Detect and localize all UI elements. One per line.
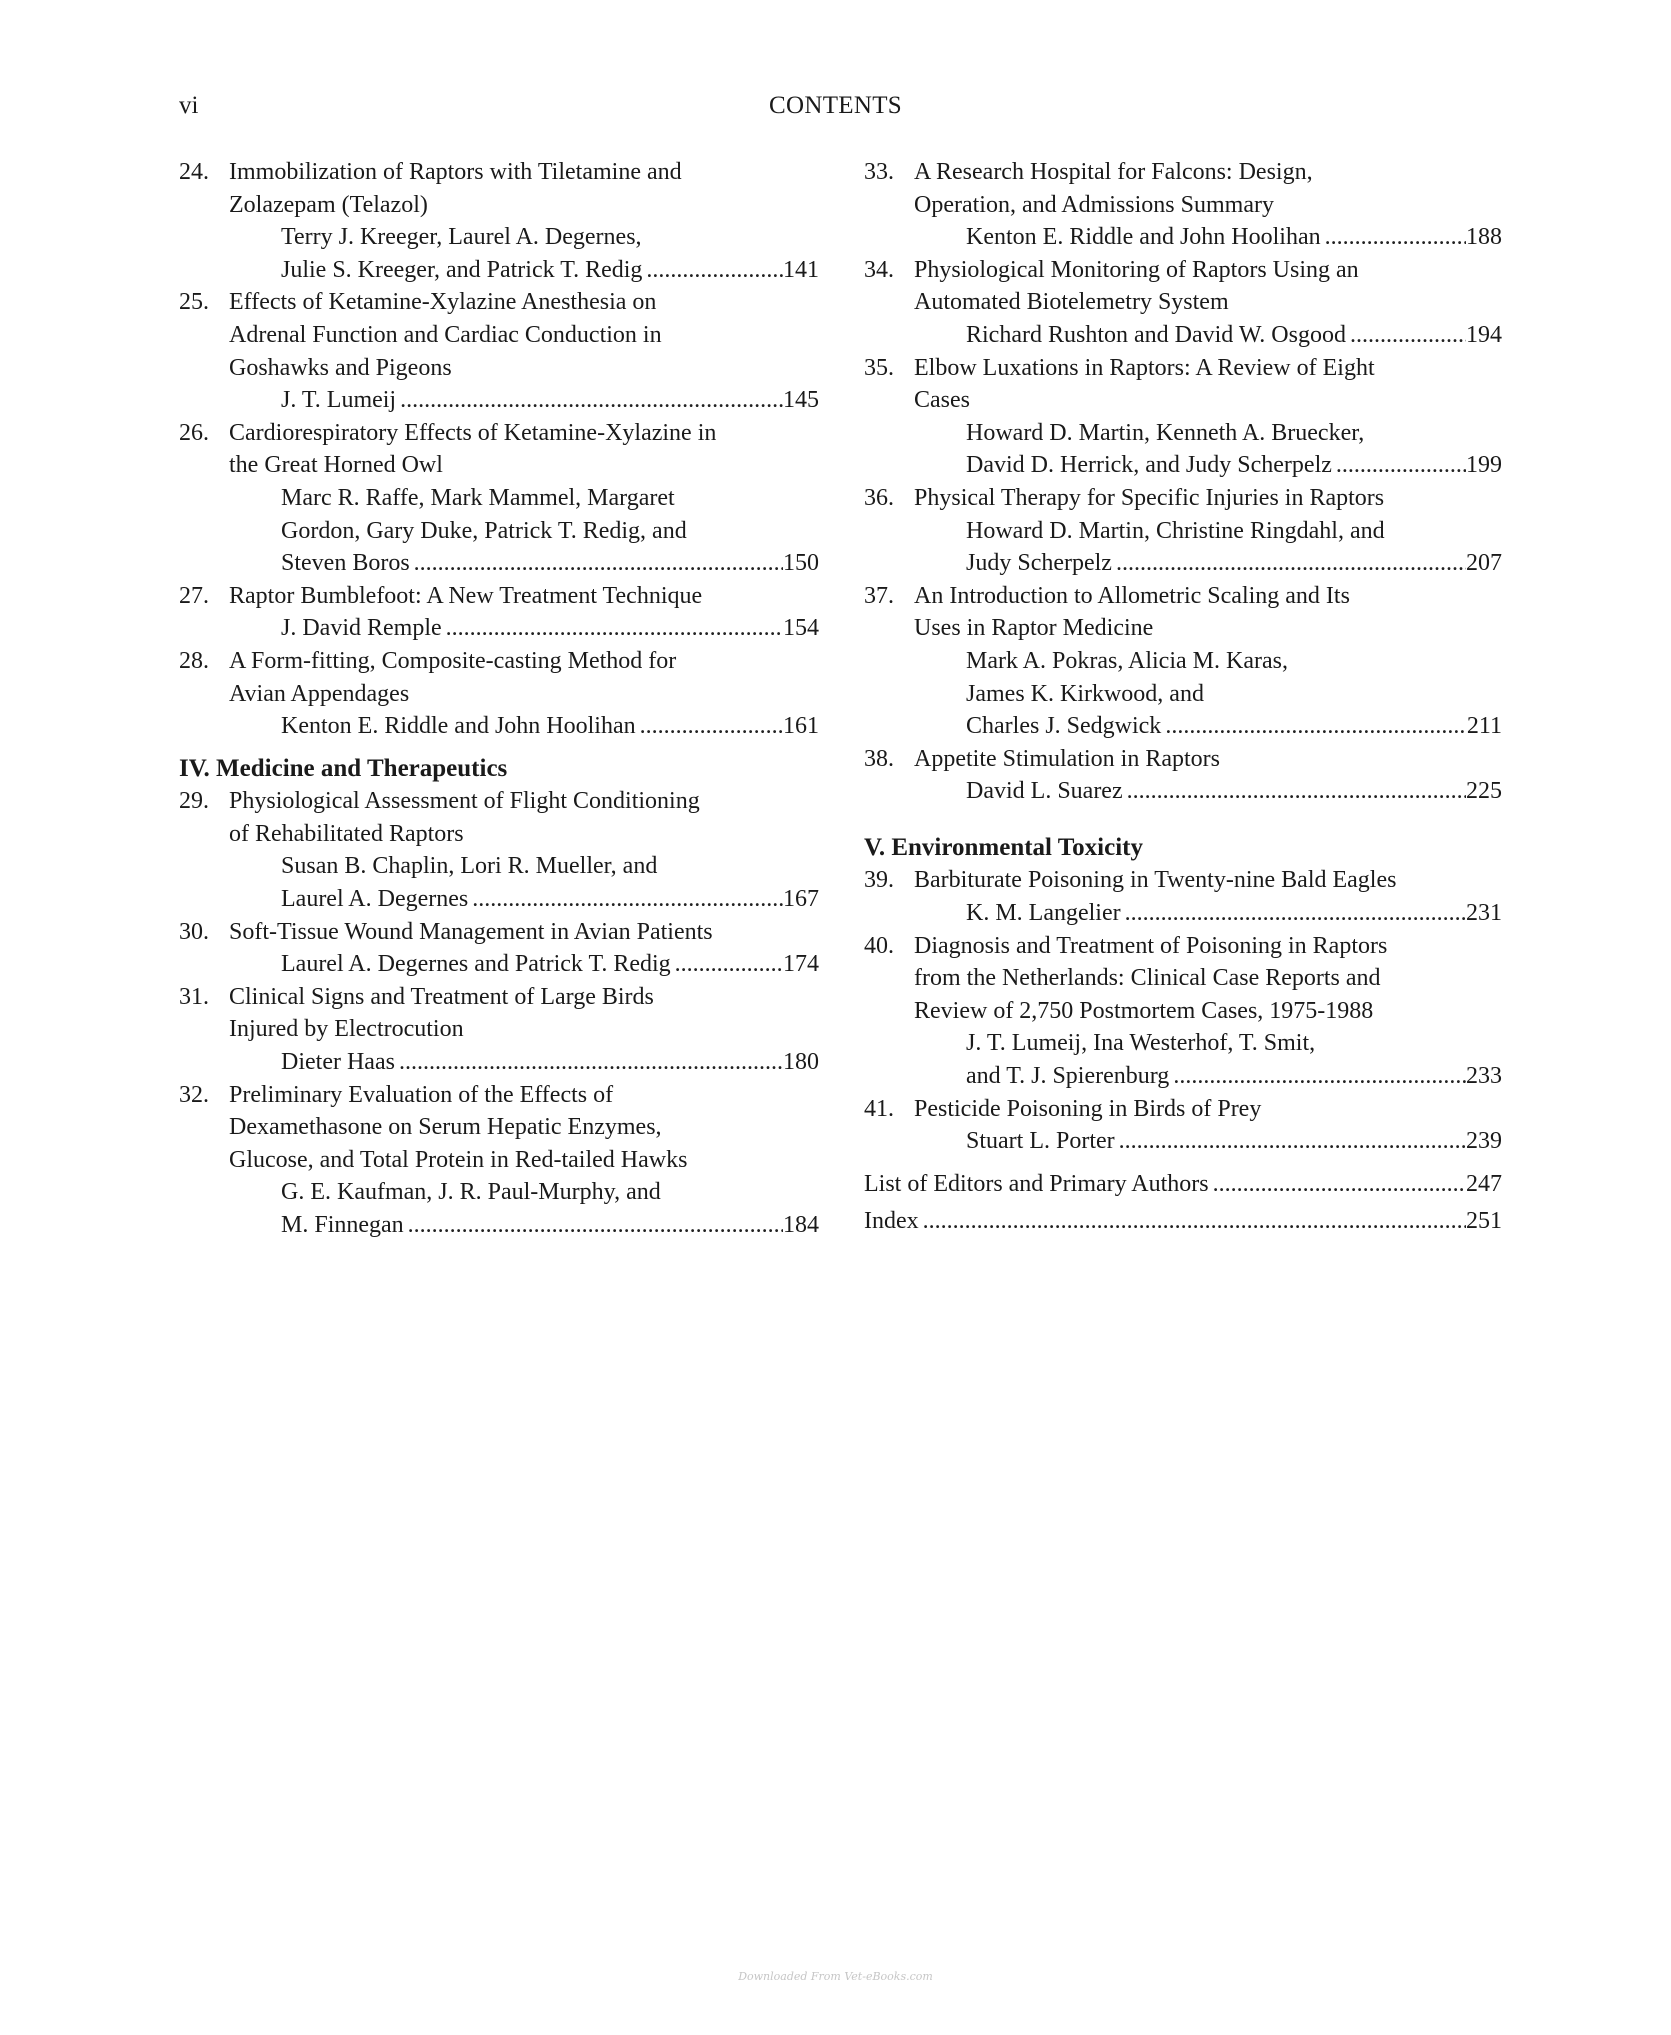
toc-entry — [864, 482, 1502, 580]
toc-entry — [179, 981, 819, 1079]
back-matter — [864, 1168, 1502, 1238]
page-number: 141 — [783, 256, 819, 283]
entry-number: 36. — [864, 484, 894, 511]
leader-dots — [636, 710, 783, 743]
entry-title-line: of Rehabilitated Raptors — [229, 820, 464, 847]
entry-leader-line — [914, 775, 1502, 808]
entry-authors-line: Howard D. Martin, Kenneth A. Bruecker, — [966, 419, 1365, 446]
entry-title-line: Zolazepam (Telazol) — [229, 191, 428, 218]
leader-dots — [1161, 710, 1467, 743]
entry-number: 31. — [179, 983, 209, 1010]
entry-authors-last: K. M. Langelier — [966, 900, 1121, 927]
entry-title-line: Diagnosis and Treatment of Poisoning in Raptors — [914, 932, 1388, 959]
entry-title-line: Dexamethasone on Serum Hepatic Enzymes, — [229, 1114, 662, 1141]
section-heading-toxicity: V. Environmental Toxicity — [864, 833, 1143, 861]
page-number: 211 — [1466, 713, 1502, 740]
leader-dots — [642, 254, 783, 287]
entry-title-line: A Research Hospital for Falcons: Design, — [914, 159, 1313, 185]
leader-dots — [410, 547, 783, 580]
leader-dots — [1332, 449, 1466, 482]
entry-authors-last: Steven Boros — [281, 550, 410, 577]
entry-authors-last: and T. J. Spierenburg — [966, 1063, 1170, 1090]
leader-dots — [442, 612, 783, 645]
leader-dots — [1169, 1060, 1466, 1093]
page-number: 194 — [1466, 321, 1502, 348]
page-number: 225 — [1466, 778, 1502, 805]
entry-leader-line — [914, 897, 1502, 930]
leader-dots — [396, 384, 783, 417]
section-heading-medicine: IV. Medicine and Therapeutics — [179, 754, 508, 782]
entry-number: 38. — [864, 745, 894, 772]
entry-authors-last: Richard Rushton and David W. Osgood — [966, 321, 1346, 348]
toc-entry — [179, 417, 819, 580]
back-matter-item — [864, 1168, 1502, 1201]
back-matter-title: List of Editors and Primary Authors — [864, 1170, 1209, 1197]
entry-authors-line: Mark A. Pokras, Alicia M. Karas, — [966, 647, 1288, 674]
page-number: 150 — [783, 550, 819, 577]
toc-entry — [864, 254, 1502, 352]
entry-leader-line — [914, 1060, 1502, 1093]
leader-dots — [468, 883, 783, 916]
page-number: 199 — [1466, 452, 1502, 479]
toc-entry — [864, 864, 1502, 929]
entry-title-line: Effects of Ketamine-Xylazine Anesthesia on — [229, 289, 657, 316]
page-number: 174 — [783, 951, 819, 978]
entry-title-line: Uses in Raptor Medicine — [914, 615, 1154, 642]
entry-title-line: Barbiturate Poisoning in Twenty-nine Bald Eagles — [914, 867, 1397, 894]
toc-entries-right-b — [864, 864, 1502, 1157]
toc-entry — [179, 156, 819, 286]
toc-entry — [179, 916, 819, 981]
toc-column-right — [864, 156, 1502, 1238]
toc-entries-right-a — [864, 156, 1502, 808]
entry-number: 30. — [179, 918, 209, 945]
entry-authors-last: Dieter Haas — [281, 1049, 395, 1076]
entry-authors-line: Susan B. Chaplin, Lori R. Mueller, and — [281, 853, 658, 880]
entry-title-line: Goshawks and Pigeons — [229, 354, 452, 381]
page-number: 184 — [783, 1212, 819, 1238]
entry-title-line: Pesticide Poisoning in Birds of Prey — [914, 1095, 1262, 1122]
toc-entry — [864, 580, 1502, 743]
entry-title-line: An Introduction to Allometric Scaling and Its — [914, 582, 1350, 609]
entry-title-line: Clinical Signs and Treatment of Large Birds — [229, 983, 654, 1010]
entry-authors-line: J. T. Lumeij, Ina Westerhof, T. Smit, — [966, 1030, 1316, 1057]
entry-leader-line — [914, 221, 1502, 254]
entry-authors-line: Gordon, Gary Duke, Patrick T. Redig, and — [281, 517, 687, 544]
entry-authors-last: M. Finnegan — [281, 1212, 404, 1238]
entry-title-line: from the Netherlands: Clinical Case Reports and — [914, 965, 1381, 992]
toc-entries-left-a — [179, 156, 819, 743]
entry-authors-last: David D. Herrick, and Judy Scherpelz — [966, 452, 1332, 479]
toc-entry — [864, 930, 1502, 1093]
page-number: 154 — [783, 615, 819, 642]
toc-column-left — [179, 156, 819, 1242]
leader-dots — [671, 948, 783, 981]
page-number: 180 — [783, 1049, 819, 1076]
entry-number: 34. — [864, 256, 894, 283]
entry-authors-last: Stuart L. Porter — [966, 1128, 1115, 1155]
page-number: 239 — [1466, 1128, 1502, 1155]
toc-entry — [179, 785, 819, 915]
entry-title-line: Operation, and Admissions Summary — [914, 191, 1274, 218]
page-title: CONTENTS — [769, 92, 902, 119]
entry-number: 28. — [179, 647, 209, 674]
page-number: 233 — [1466, 1063, 1502, 1090]
back-matter-item — [864, 1205, 1502, 1238]
entry-number: 37. — [864, 582, 894, 609]
entry-authors-last: David L. Suarez — [966, 778, 1123, 805]
entry-leader-line — [914, 319, 1502, 352]
entry-number: 25. — [179, 289, 209, 316]
leader-dots — [1112, 547, 1466, 580]
leader-dots — [1209, 1168, 1466, 1201]
entry-title-line: Cardiorespiratory Effects of Ketamine-Xylazine in — [229, 419, 717, 446]
entry-title-line: Immobilization of Raptors with Tiletamine and — [229, 159, 682, 185]
page-number: 251 — [1466, 1208, 1502, 1235]
entry-title-line: Preliminary Evaluation of the Effects of — [229, 1081, 614, 1108]
entry-title-line: Soft-Tissue Wound Management in Avian Patients — [229, 918, 713, 945]
entry-number: 29. — [179, 788, 209, 815]
leader-dots — [395, 1046, 783, 1079]
entry-number: 33. — [864, 159, 894, 185]
entry-title-line: Avian Appendages — [229, 680, 410, 707]
leader-dots — [1321, 221, 1466, 254]
toc-entry — [864, 743, 1502, 808]
entry-number: 27. — [179, 582, 209, 609]
page-number: 231 — [1466, 900, 1502, 927]
toc-entry — [864, 352, 1502, 482]
entry-authors-last: Kenton E. Riddle and John Hoolihan — [966, 224, 1321, 251]
entry-authors-last: Julie S. Kreeger, and Patrick T. Redig — [281, 256, 643, 283]
leader-dots — [404, 1209, 783, 1242]
entry-authors-last: Judy Scherpelz — [966, 550, 1112, 577]
toc-entry — [179, 645, 819, 743]
entry-title-line: the Great Horned Owl — [229, 452, 443, 479]
entry-title-line: Cases — [914, 387, 970, 414]
entry-number: 41. — [864, 1095, 894, 1122]
entry-title-line: Elbow Luxations in Raptors: A Review of Eight — [914, 354, 1375, 381]
entry-number: 40. — [864, 932, 894, 959]
leader-dots — [1346, 319, 1466, 352]
leader-dots — [919, 1205, 1466, 1238]
entry-leader-line — [229, 710, 819, 743]
entry-number: 24. — [179, 159, 209, 185]
entry-number: 35. — [864, 354, 894, 381]
entry-authors-line: Marc R. Raffe, Mark Mammel, Margaret — [281, 484, 675, 511]
page-number: 207 — [1466, 550, 1502, 577]
entry-leader-line — [229, 948, 819, 981]
entry-leader-line — [914, 710, 1502, 743]
entry-leader-line — [229, 1209, 819, 1242]
entry-title-line: Review of 2,750 Postmortem Cases, 1975-1988 — [914, 997, 1374, 1024]
entry-title-line: A Form-fitting, Composite-casting Method for — [229, 647, 677, 674]
page-number: 161 — [783, 713, 819, 740]
leader-dots — [1121, 897, 1466, 930]
toc-entry — [864, 156, 1502, 254]
entry-title-line: Injured by Electrocution — [229, 1016, 464, 1043]
entry-title-line: Physical Therapy for Specific Injuries in Raptors — [914, 484, 1385, 511]
entry-number: 39. — [864, 867, 894, 894]
entry-title-line: Automated Biotelemetry System — [914, 289, 1229, 316]
toc-entry — [179, 1079, 819, 1242]
entry-authors-last: J. T. Lumeij — [281, 387, 397, 414]
entry-authors-last: Laurel A. Degernes and Patrick T. Redig — [281, 951, 671, 978]
entry-title-line: Physiological Monitoring of Raptors Using an — [914, 256, 1359, 283]
entry-title-line: Raptor Bumblefoot: A New Treatment Technique — [229, 582, 703, 609]
entry-authors-last: Kenton E. Riddle and John Hoolihan — [281, 713, 636, 740]
back-matter-title: Index — [864, 1208, 919, 1235]
page-folio: vi — [179, 92, 199, 119]
entry-title-line: Appetite Stimulation in Raptors — [914, 745, 1220, 772]
entry-leader-line — [229, 883, 819, 916]
entry-number: 32. — [179, 1081, 209, 1108]
entry-authors-last: J. David Remple — [281, 615, 442, 642]
entry-title-line: Physiological Assessment of Flight Conditioning — [229, 788, 700, 815]
entry-number: 26. — [179, 419, 209, 446]
toc-entry — [179, 580, 819, 645]
entry-leader-line — [229, 1046, 819, 1079]
toc-entry — [179, 286, 819, 416]
entry-leader-line — [914, 1125, 1502, 1158]
entry-authors-line: Howard D. Martin, Christine Ringdahl, and — [966, 517, 1385, 544]
toc-entries-left-b — [179, 785, 819, 1241]
page-number: 247 — [1466, 1170, 1502, 1197]
entry-leader-line — [914, 449, 1502, 482]
entry-title-line: Adrenal Function and Cardiac Conduction in — [229, 321, 662, 348]
leader-dots — [1115, 1125, 1466, 1158]
entry-leader-line — [229, 384, 819, 417]
entry-authors-line: G. E. Kaufman, J. R. Paul-Murphy, and — [281, 1179, 661, 1206]
page-number: 188 — [1466, 224, 1502, 251]
entry-title-line: Glucose, and Total Protein in Red-tailed Hawks — [229, 1146, 688, 1173]
entry-authors-last: Charles J. Sedgwick — [966, 713, 1162, 740]
entry-leader-line — [229, 612, 819, 645]
entry-authors-line: James K. Kirkwood, and — [966, 680, 1204, 707]
entry-authors-last: Laurel A. Degernes — [281, 886, 469, 913]
toc-entry — [864, 1093, 1502, 1158]
page-number: 145 — [783, 387, 819, 414]
page-number: 167 — [783, 886, 819, 913]
entry-leader-line — [914, 547, 1502, 580]
leader-dots — [1123, 775, 1466, 808]
watermark: Downloaded From Vet-eBooks.com — [738, 1970, 933, 1983]
entry-leader-line — [229, 547, 819, 580]
entry-leader-line — [229, 254, 819, 287]
entry-authors-line: Terry J. Kreeger, Laurel A. Degernes, — [281, 224, 642, 251]
